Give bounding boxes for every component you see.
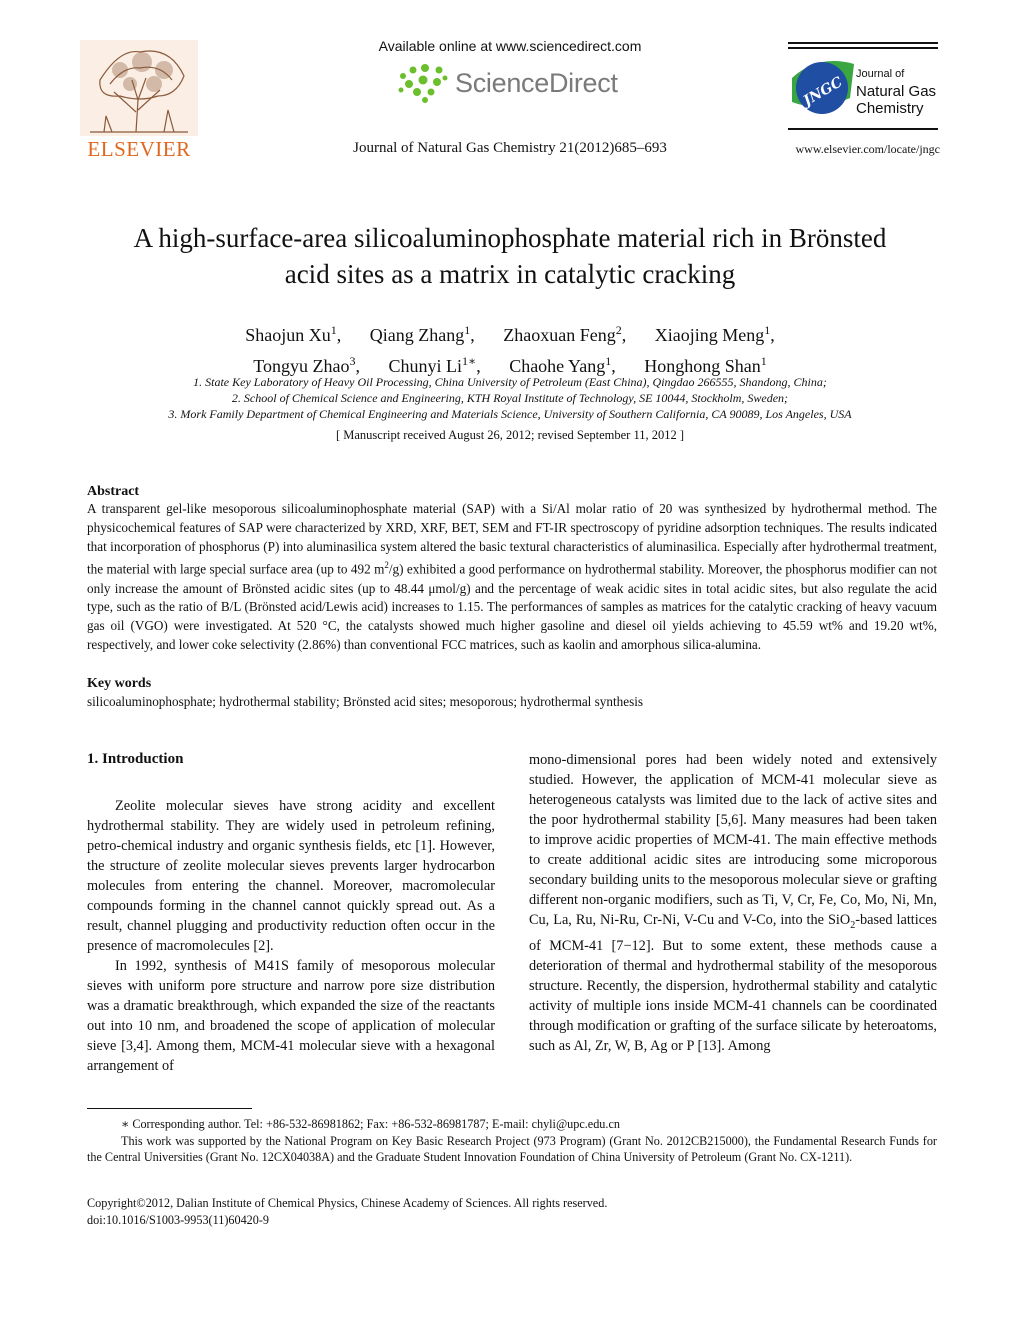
funding-note: This work was supported by the National Program on Key Basic Research Project (973 Program) (Grant No. 2012CB215000), the Fundamental Research Funds for the Central Universities (Grant No. 12CX04038A) and the Graduate Student Innovation Foundation of China University of Petroleum (Grant No. CX-1211). <box>87 1133 937 1165</box>
jngc-title-line2: Natural Gas <box>856 83 937 100</box>
jngc-journal-title <box>856 66 952 117</box>
affiliation-3: 3. Mork Family Department of Chemical Engineering and Materials Science, University of Southern California, CA 90089, Los Angeles, USA <box>168 407 852 421</box>
author: Tongyu Zhao$^3$, <box>253 354 361 376</box>
available-online-text: Available online at www.sciencedirect.com <box>378 38 642 54</box>
footnote-divider <box>87 1108 252 1109</box>
publisher-name: ELSEVIER <box>87 137 191 161</box>
manuscript-dates: [ Manuscript received August 26, 2012; revised September 11, 2012 ] <box>335 428 685 442</box>
corresponding-author-note: ∗ Corresponding author. Tel: +86-532-86981862; Fax: +86-532-86981787; E-mail: chyli@upc.edu.cn <box>121 1117 620 1131</box>
author: Qiang Zhang$^1$, <box>369 323 475 345</box>
affiliation-1: 1. State Key Laboratory of Heavy Oil Processing, China University of Petroleum (East China), Qingdao 266555, Shandong, China; <box>193 375 827 389</box>
intro-paragraph-2: In 1992, synthesis of M41S family of mesoporous molecular sieves with uniform pore structure and narrow pore size distribution was a dramatic breakthrough, which expanded the size of the reactants out into 10 nm, and broadened the scope of application of molecular sieve [3,4]. Among them, MCM-41 molecular sieve with a hexagonal arrangement of <box>87 958 495 1074</box>
journal-url[interactable]: www.elsevier.com/locate/jngc <box>795 142 940 156</box>
jngc-title-line3: Chemistry <box>856 100 924 117</box>
paper-title-line1: A high-surface-area silicoaluminophosphate material rich in Brönsted <box>133 223 887 253</box>
sciencedirect-wordmark: ScienceDirect <box>455 68 618 98</box>
footnotes <box>87 1116 937 1166</box>
jngc-title-line1: Journal of <box>856 68 905 80</box>
copyright-text: Copyright©2012, Dalian Institute of Chemical Physics, Chinese Academy of Sciences. All rights reserved. <box>87 1196 608 1210</box>
doi-link[interactable]: doi:10.1016/S1003-9953(11)60420-9 <box>87 1212 270 1227</box>
jngc-badge-text: JNGC <box>800 74 846 110</box>
right-column <box>529 750 937 1056</box>
copyright-block <box>87 1195 937 1228</box>
section-heading-introduction: 1. Introduction <box>87 751 184 767</box>
intro-paragraph-continued: mono-dimensional pores had been widely noted and extensively studied. However, the application of MCM-41 molecular sieve as heterogeneous catalysts was limited due to the lack of active sites and the poor hydrothermal stability [5,6]. Many measures had been taken to improve acidic properties of MCM-41. The main effective methods to create additional acidic sites are introducing some microporous secondary building units to the mesoporous molecular sieve or grafting different non-organic modifiers, such as Ti, V, Cr, Fe, Co, Mo, Ni, Mn, Cu, La, Ru, Ni-Ru, Cr-Ni, V-Cu and V-Co, into the SiO$_2$-based lattices of MCM-41 [7−12]. But to some extent, these methods cause a deterioration of thermal and hydrothermal stability of the mesoporous structure. Recently, the dispersion, hydrothermal stability and catalytic activity of multiple ions inside MCM-41 channels can be coordinated through modification or grafting of the surface silicate by heteroatoms, such as Al, Zr, W, B, Ag or P [13]. Among <box>529 752 937 1054</box>
author: Shaojun Xu$^1$, <box>245 323 342 345</box>
author: Chunyi $Li^{1∗}$, <box>388 354 481 376</box>
paper-title <box>80 220 940 292</box>
keywords-heading: Key words <box>87 676 152 691</box>
author-list <box>80 317 940 379</box>
abstract-body: A transparent gel-like mesoporous silicoaluminophosphate material (SAP) with a Si/Al molar ratio of 20 was synthesized by hydrothermal method. The physicochemical features of SAP were characterized by XRD, XRF, BET, SEM and FT-IR spectroscopy of pyridine adsorption techniques. The results indicated that incorporation of phosphorus (P) into aluminasilica system altered the basic textural characteristics of aluminasilica. Especially after hydrothermal treatment, the material with large special surface area (up to 492 $m^2/g$) exhibited a good performance on hydrothermal stability. Moreover, the phosphorus modifier can not only increase the amount of Brönsted acidic sites (up to 48.44 μmol/g) and the percentage of weak acidic sites in total acidic sites, but also regulate the acid type, such as the ratio of B/L (Brönsted acid/Lewis acid) increases to 1.15. The performances of samples as matrices for the catalytic cracking of heavy vacuum gas oil (VGO) were investigated. At 520 °C, the catalysts showed much higher gasoline and diesel oil yields achieving to 45.59 wt% and 19.20 wt%, respectively, and lower coke selectivity (2.86%) than conventional FCC matrices, such as kaolin and amorphous silica-alumina. <box>87 501 937 652</box>
intro-paragraph-1: Zeolite molecular sieves have strong acidity and excellent hydrothermal stability. They are widely used in petroleum refining, petro-chemical industry and organic synthesis fields, etc [1]. However, the structure of zeolite molecular sieves prevents larger hydrocarbon molecules from entering the channel. Moreover, macromolecular compounds forming in the channel cannot quickly spread out. As a result, channel plugging and productivity reduction often occur in the presence of macromolecules [2]. <box>87 798 495 954</box>
author: Chaohe Yang$^1$, <box>509 354 616 376</box>
abstract-heading: Abstract <box>87 484 140 499</box>
author: Zhaoxuan Feng$^2$, <box>503 323 627 345</box>
paper-title-line2: acid sites as a matrix in catalytic cracking <box>284 259 736 289</box>
keywords-list: silicoaluminophosphate; hydrothermal stability; Brönsted acid sites; mesoporous; hydrothermal synthesis <box>87 694 643 709</box>
left-column <box>87 796 495 1076</box>
author: Honghong Shan$^1$ <box>644 354 767 376</box>
affiliations <box>80 374 940 422</box>
affiliation-2: 2. School of Chemical Science and Engineering, KTH Royal Institute of Technology, SE 10044, Stockholm, Sweden; <box>231 391 789 405</box>
author: Xiaojing Meng$^1$, <box>654 323 775 345</box>
journal-citation: Journal of Natural Gas Chemistry 21(2012)685–693 <box>353 140 667 156</box>
